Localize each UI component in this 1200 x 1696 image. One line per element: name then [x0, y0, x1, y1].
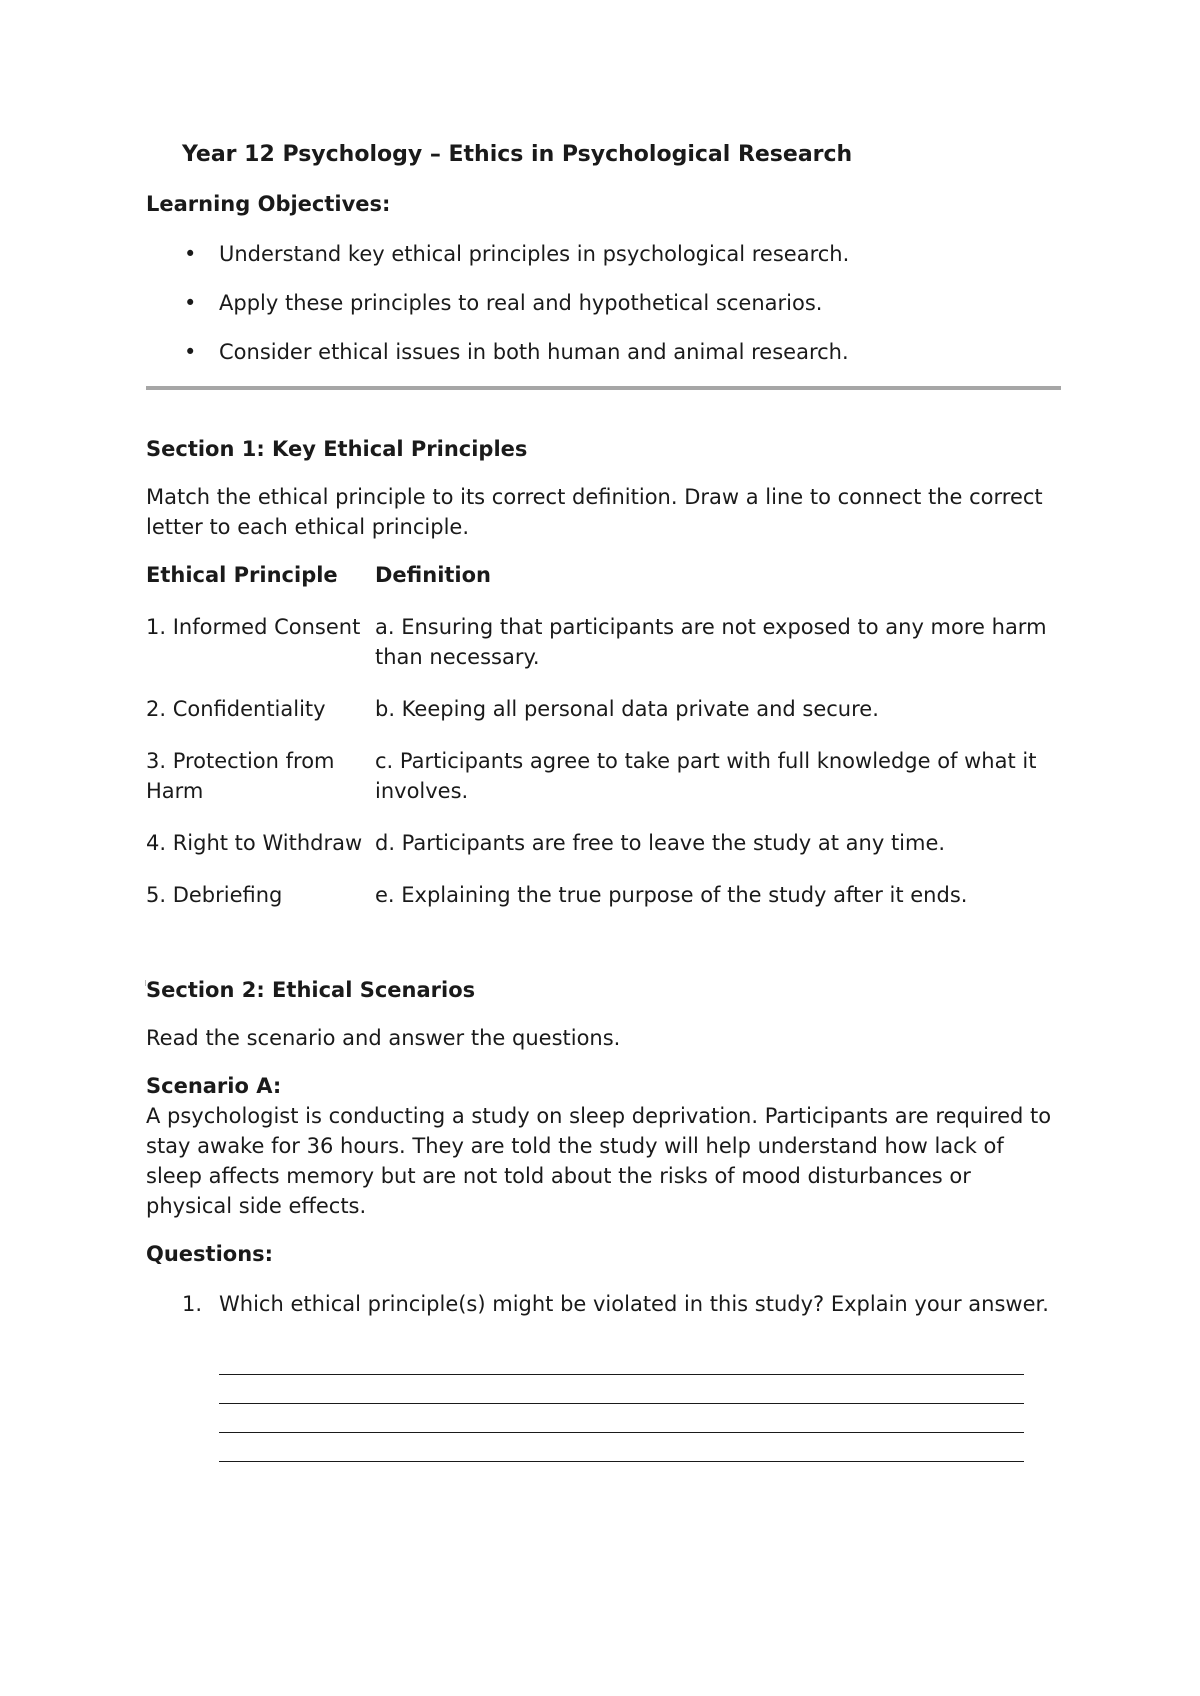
principle-cell: 5. Debriefing [146, 883, 283, 907]
table-row [146, 612, 1061, 694]
document-title: Year 12 Psychology – Ethics in Psychological Research [182, 142, 853, 167]
bullet-icon: • [184, 242, 197, 266]
matching-table [146, 560, 1061, 932]
question-text: Which ethical principle(s) might be violated in this study? Explain your answer. [219, 1292, 1049, 1316]
answer-line[interactable] [219, 1346, 1024, 1375]
table-row [146, 694, 1061, 746]
principle-cell: 1. Informed Consent [146, 615, 361, 639]
objective-item: • Apply these principles to real and hypothetical scenarios. [146, 288, 1061, 318]
table-header-row [146, 560, 1061, 612]
principle-cell: 2. Confidentiality [146, 697, 326, 721]
table-row [146, 828, 1061, 880]
header-principle: Ethical Principle [146, 563, 338, 587]
principle-cell: 4. Right to Withdraw [146, 831, 363, 855]
section2-heading: Section 2: Ethical Scenarios [146, 978, 476, 1002]
answer-line[interactable] [219, 1404, 1024, 1433]
questions-heading: Questions: [146, 1242, 274, 1266]
section2-instructions: Read the scenario and answer the questions. [146, 1026, 621, 1050]
definition-cell: b. Keeping all personal data private and secure. [375, 697, 879, 721]
section1-heading: Section 1: Key Ethical Principles [146, 437, 528, 461]
horizontal-divider [146, 386, 1061, 390]
bullet-icon: • [184, 340, 197, 364]
objective-item: • Consider ethical issues in both human and animal research. [146, 337, 1061, 367]
bullet-icon: • [184, 291, 197, 315]
definition-cell: c. Participants agree to take part with full knowledge of what it involves. [375, 749, 1037, 803]
definition-cell: a. Ensuring that participants are not exposed to any more harm than necessary. [375, 615, 1047, 669]
principle-cell: 3. Protection from Harm [146, 749, 335, 803]
definition-cell: d. Participants are free to leave the study at any time. [375, 831, 946, 855]
questions-list [146, 1289, 1061, 1319]
section1-instructions: Match the ethical principle to its correct definition. Draw a line to connect the correct letter to each ethical principle. [146, 485, 1043, 539]
question-item [146, 1289, 1061, 1319]
header-definition: Definition [375, 563, 492, 587]
objectives-heading: Learning Objectives: [146, 192, 391, 216]
scenario-label: Scenario A: [146, 1074, 282, 1098]
answer-area[interactable] [219, 1346, 1024, 1462]
scenario-text: A psychologist is conducting a study on sleep deprivation. Participants are required to stay awake for 36 hours. They are told the study will help understand how lack of sleep affects memory but are not told about the risks of mood disturbances or physical side effects. [146, 1104, 1052, 1218]
answer-line[interactable] [219, 1375, 1024, 1404]
definition-cell: e. Explaining the true purpose of the study after it ends. [375, 883, 968, 907]
table-row [146, 746, 1061, 828]
worksheet-page [146, 140, 1061, 1462]
table-row [146, 880, 1061, 932]
objective-item: • Understand key ethical principles in psychological research. [146, 239, 1061, 269]
answer-line[interactable] [219, 1433, 1024, 1462]
question-number: 1. [182, 1292, 203, 1316]
objectives-list [146, 239, 1061, 367]
